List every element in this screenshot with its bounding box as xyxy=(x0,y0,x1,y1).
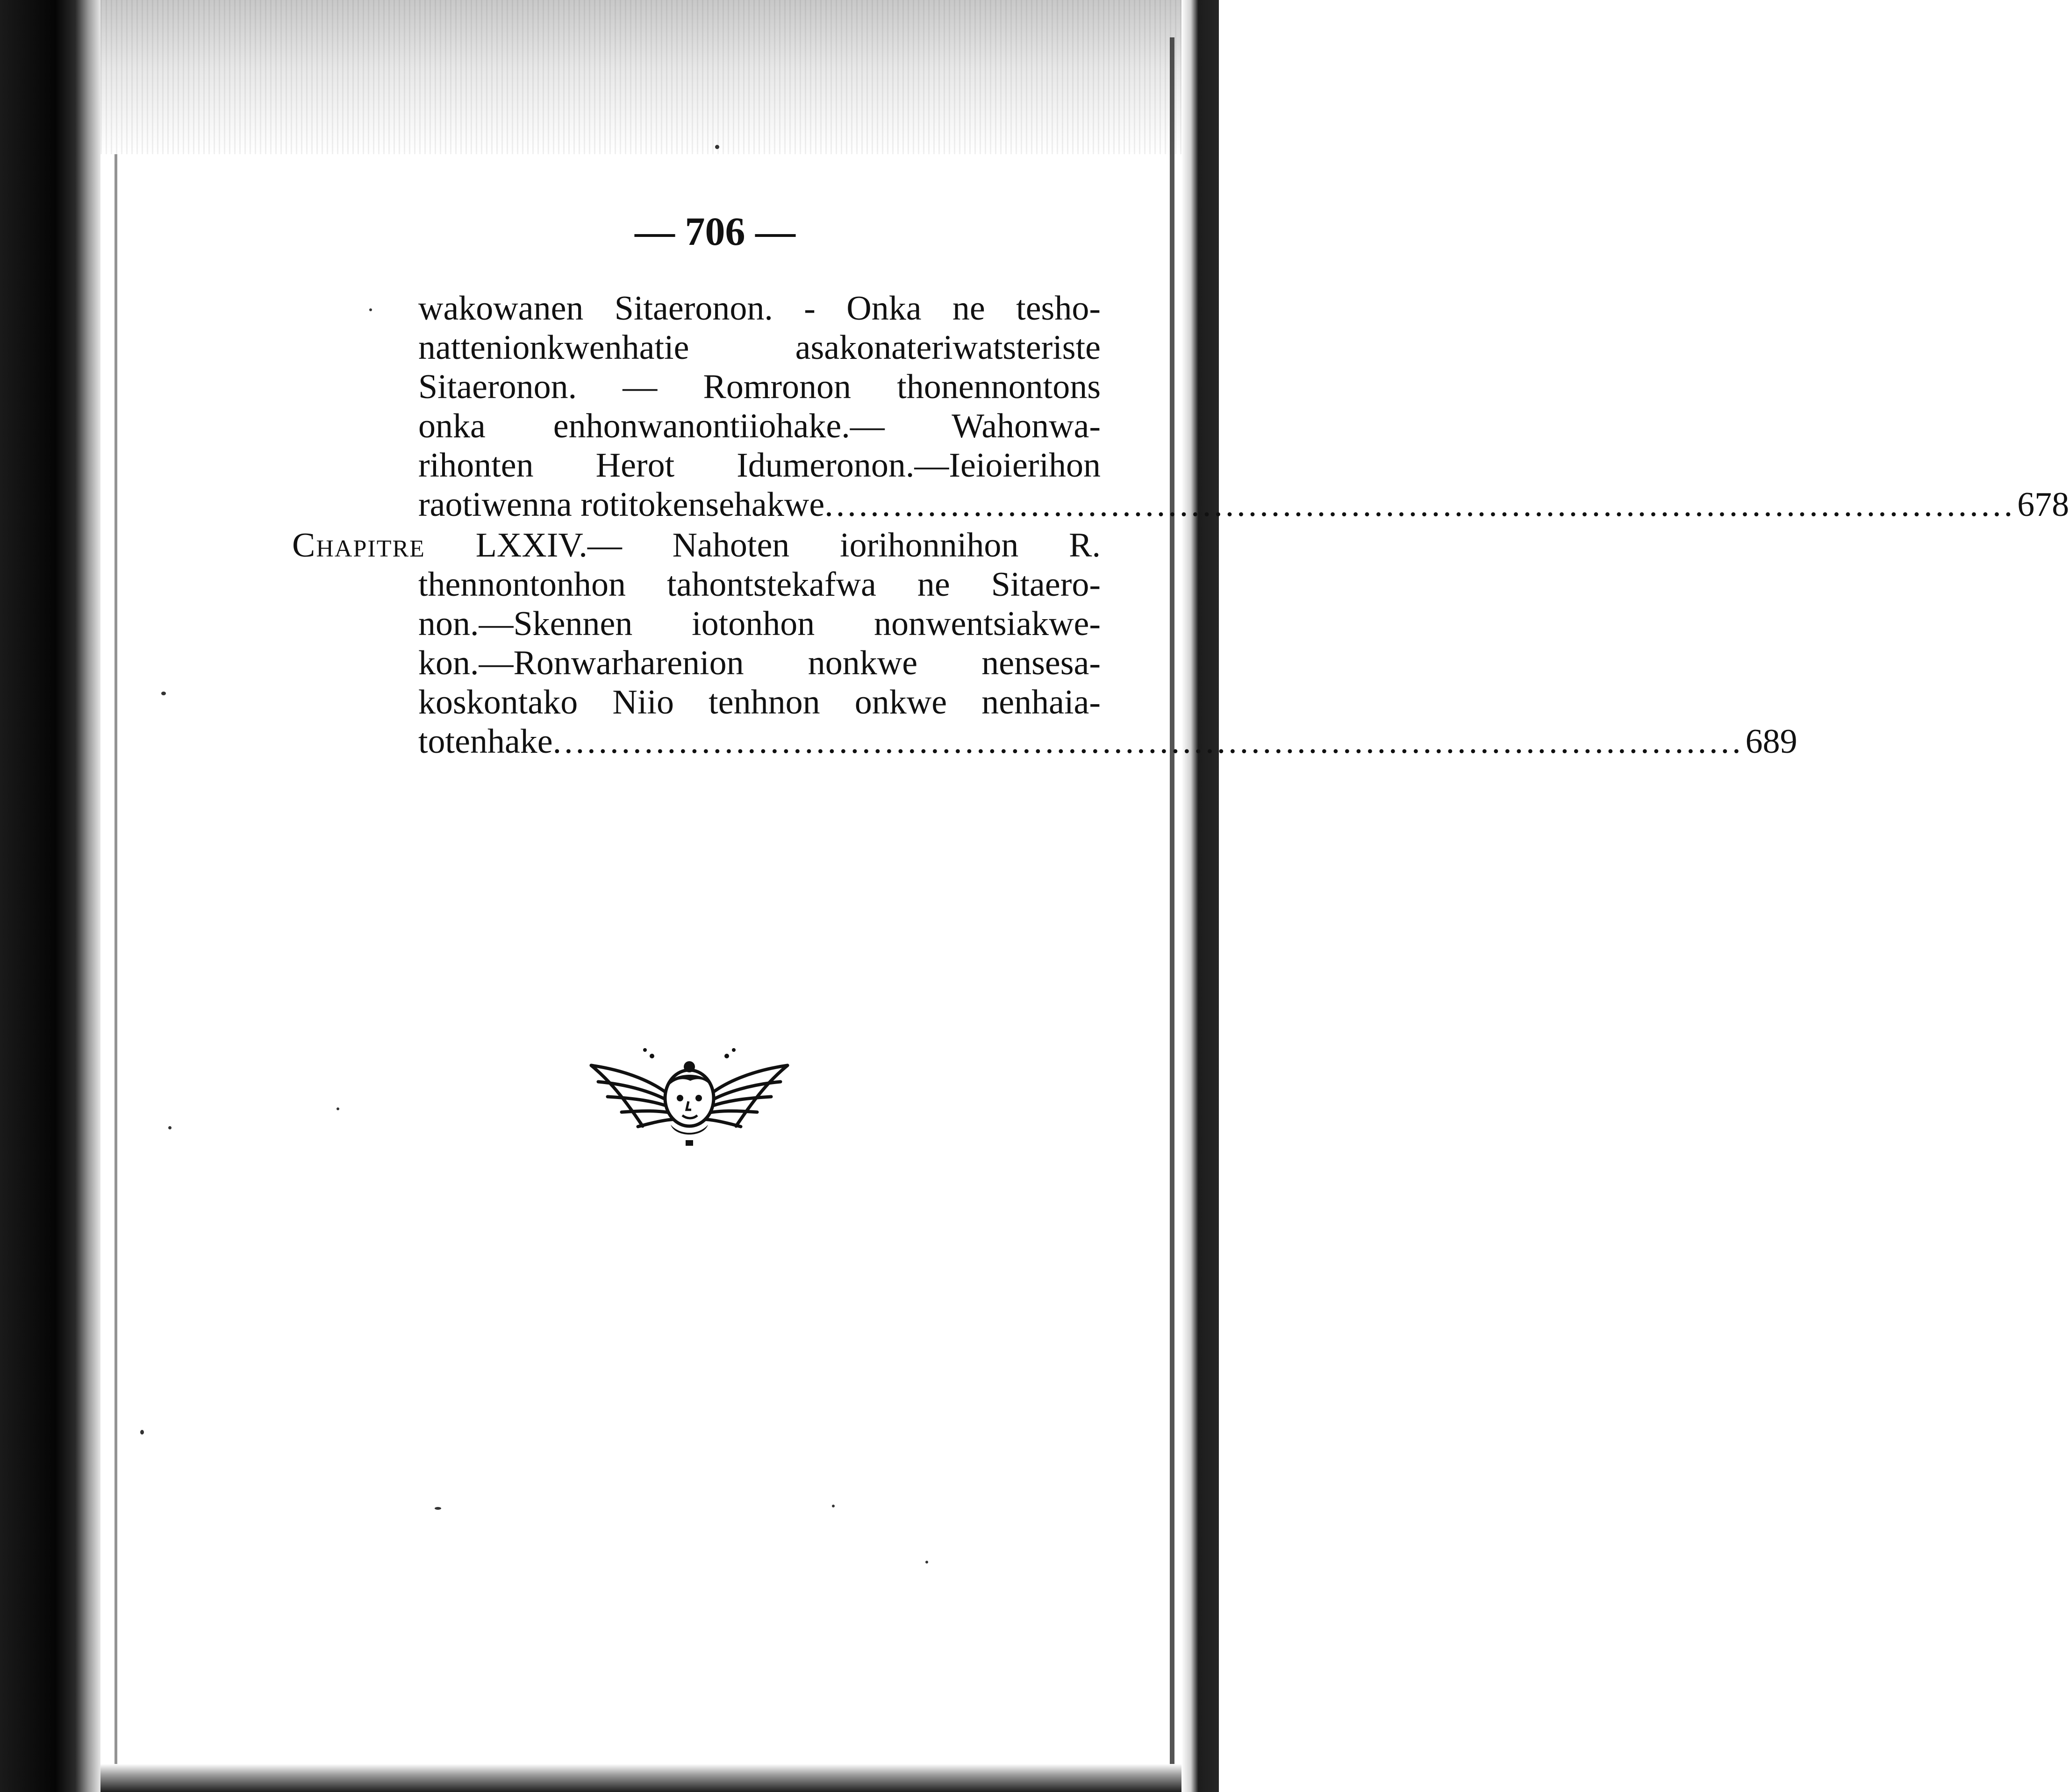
scan-speck xyxy=(336,1107,339,1110)
toc-line: Sitaeronon. — Romronon thonennontons xyxy=(418,368,1101,406)
toc-line: nattenionkwenhatie asakonateriwatsteriste xyxy=(418,328,1101,367)
scan-speck xyxy=(435,1507,441,1510)
scan-speck xyxy=(832,1505,835,1507)
toc-line: kon.—Ronwarharenion nonkwe nensesa- xyxy=(418,644,1101,682)
bottom-page-edge xyxy=(100,1764,1181,1792)
toc-line: rihonten Herot Idumeronon.—Ieioierihon xyxy=(418,446,1101,485)
dot-leader: ........................................................................................................ xyxy=(552,722,1744,761)
page-reference: 678 xyxy=(2017,485,2069,524)
gutter-shadow-line xyxy=(115,0,117,1792)
scan-speck xyxy=(161,692,166,695)
toc-line: non.—Skennen iotonhon nonwentsiakwe- xyxy=(418,605,1101,643)
toc-entry-continued xyxy=(418,289,2069,524)
toc-line-text: raotiwenna rotitokensehakwe xyxy=(418,485,825,524)
toc-line: koskontako Niio tenhnon onkwe nenhaia- xyxy=(418,683,1101,721)
cherub-ornament-icon xyxy=(587,1044,792,1152)
chapter-heading-line xyxy=(292,526,1101,565)
dot-leader: ........................................................................................................ xyxy=(824,485,2016,524)
book-gutter xyxy=(0,0,100,1792)
scan-speck xyxy=(140,1430,144,1435)
right-page-edge xyxy=(1181,0,1219,1792)
toc-line: onka enhonwanontiiohake.— Wahonwa- xyxy=(418,407,1101,445)
toc-line-with-page-ref xyxy=(418,485,2069,524)
page-number: — 706 — xyxy=(635,209,795,254)
chapter-label: Chapitre xyxy=(292,526,425,564)
scan-speck xyxy=(168,1126,172,1129)
chapter-number: LXXIV.— xyxy=(475,526,622,564)
toc-line-with-page-ref xyxy=(418,722,1797,761)
toc-line-text: totenhake xyxy=(418,722,553,761)
scan-speck xyxy=(369,308,372,311)
page-reference: 689 xyxy=(1745,722,1797,761)
chapter-summary xyxy=(418,565,1797,761)
scan-speck xyxy=(715,145,719,149)
toc-line: thennontonhon tahontstekafwa ne Sitaero- xyxy=(418,565,1101,604)
toc-entry-chapter-74 xyxy=(292,526,1797,761)
right-fold-line xyxy=(1170,37,1174,1766)
toc-line: wakowanen Sitaeronon. - Onka ne tesho- xyxy=(418,289,1101,328)
scan-speck xyxy=(925,1561,928,1564)
top-scan-noise xyxy=(100,0,1181,154)
chapter-title-start: Nahoten iorihonnihon R. xyxy=(672,526,1101,564)
